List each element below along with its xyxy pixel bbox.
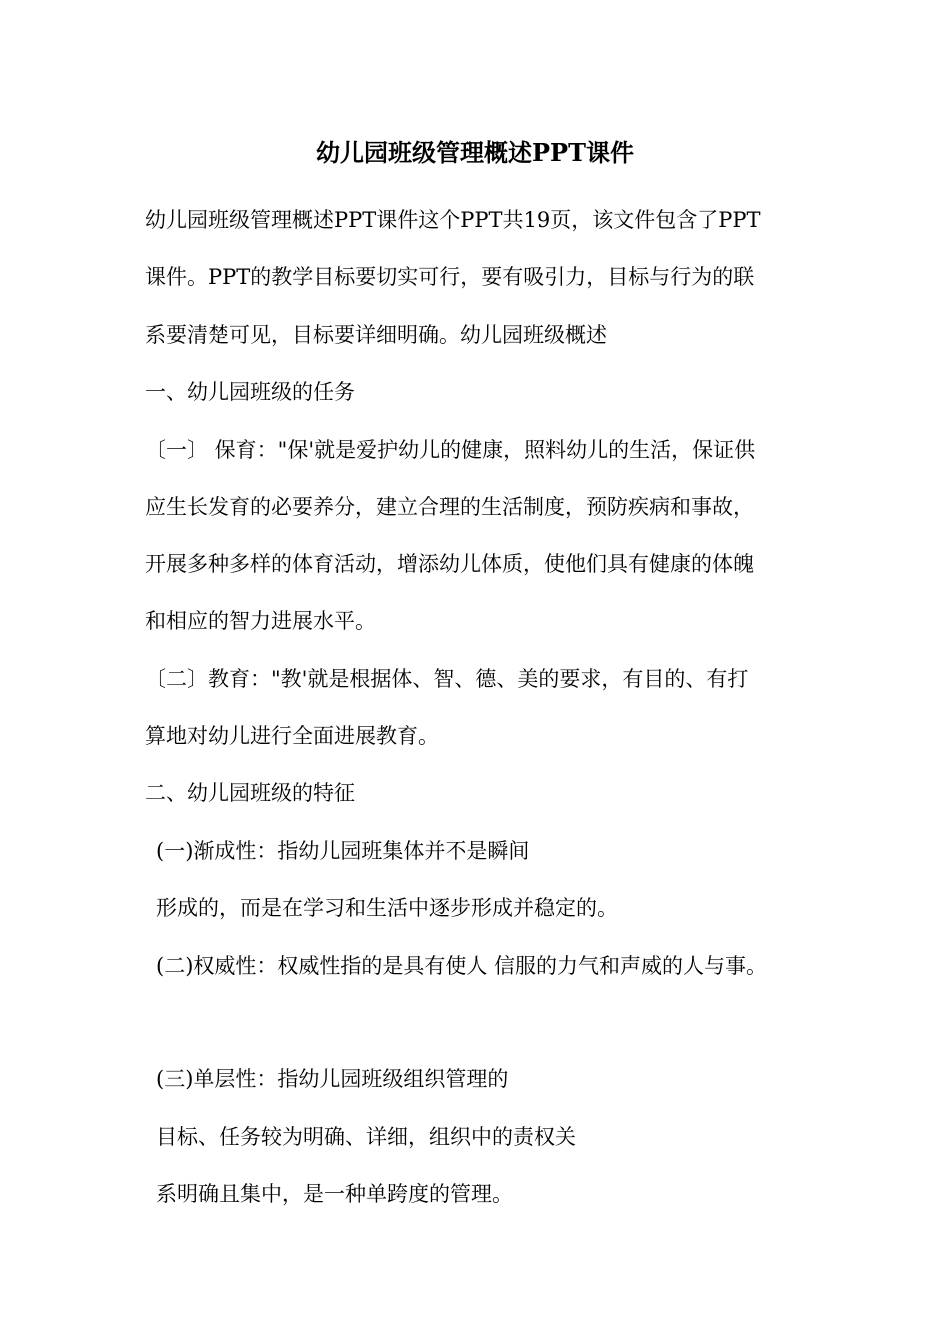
paragraph-line: 应生长发育的必要养分，建立合理的生活制度，预防疾病和事故， (145, 495, 754, 519)
paragraph-line: 〔二〕教育："教'就是根据体、智、德、美的要求，有目的、有打 (145, 667, 749, 691)
paragraph-line: 形成的，而是在学习和生活中逐步形成并稳定的。 (156, 896, 618, 920)
paragraph-line: 和相应的智力进展水平。 (145, 609, 376, 633)
paragraph-line: 开展多种多样的体育活动，增添幼儿体质，使他们具有健康的体魄 (145, 552, 754, 576)
paragraph-line: 课件。PPT的教学目标要切实可行，要有吸引力，目标与行为的联 (145, 265, 755, 289)
paragraph-line: 〔一〕 保育："保'就是爱护幼儿的健康，照料幼儿的生活，保证供 (145, 438, 756, 462)
paragraph-line: (一)渐成性：指幼儿园班集体并不是瞬间 (156, 839, 530, 863)
paragraph-line: 系明确且集中，是一种单跨度的管理。 (156, 1182, 513, 1206)
paragraph-line: (三)单层性：指幼儿园班级组织管理的 (156, 1067, 509, 1091)
paragraph-line: 幼儿园班级管理概述PPT课件这个PPT共19页，该文件包含了PPT (145, 208, 761, 232)
paragraph-line: 目标、任务较为明确、详细，组织中的责权关 (156, 1125, 576, 1149)
section-heading: 一、幼儿园班级的任务 (145, 380, 355, 404)
paragraph-line: 算地对幼儿进行全面进展教育。 (145, 724, 439, 748)
section-heading: 二、幼儿园班级的特征 (145, 781, 355, 805)
paragraph-line: (二)权威性：权威性指的是具有使人 信服的力气和声威的人与事。 (156, 954, 768, 978)
document-title: 幼儿园班级管理概述PPT课件 (316, 138, 634, 167)
paragraph-line: 系要清楚可见，目标要详细明确。幼儿园班级概述 (145, 323, 607, 347)
